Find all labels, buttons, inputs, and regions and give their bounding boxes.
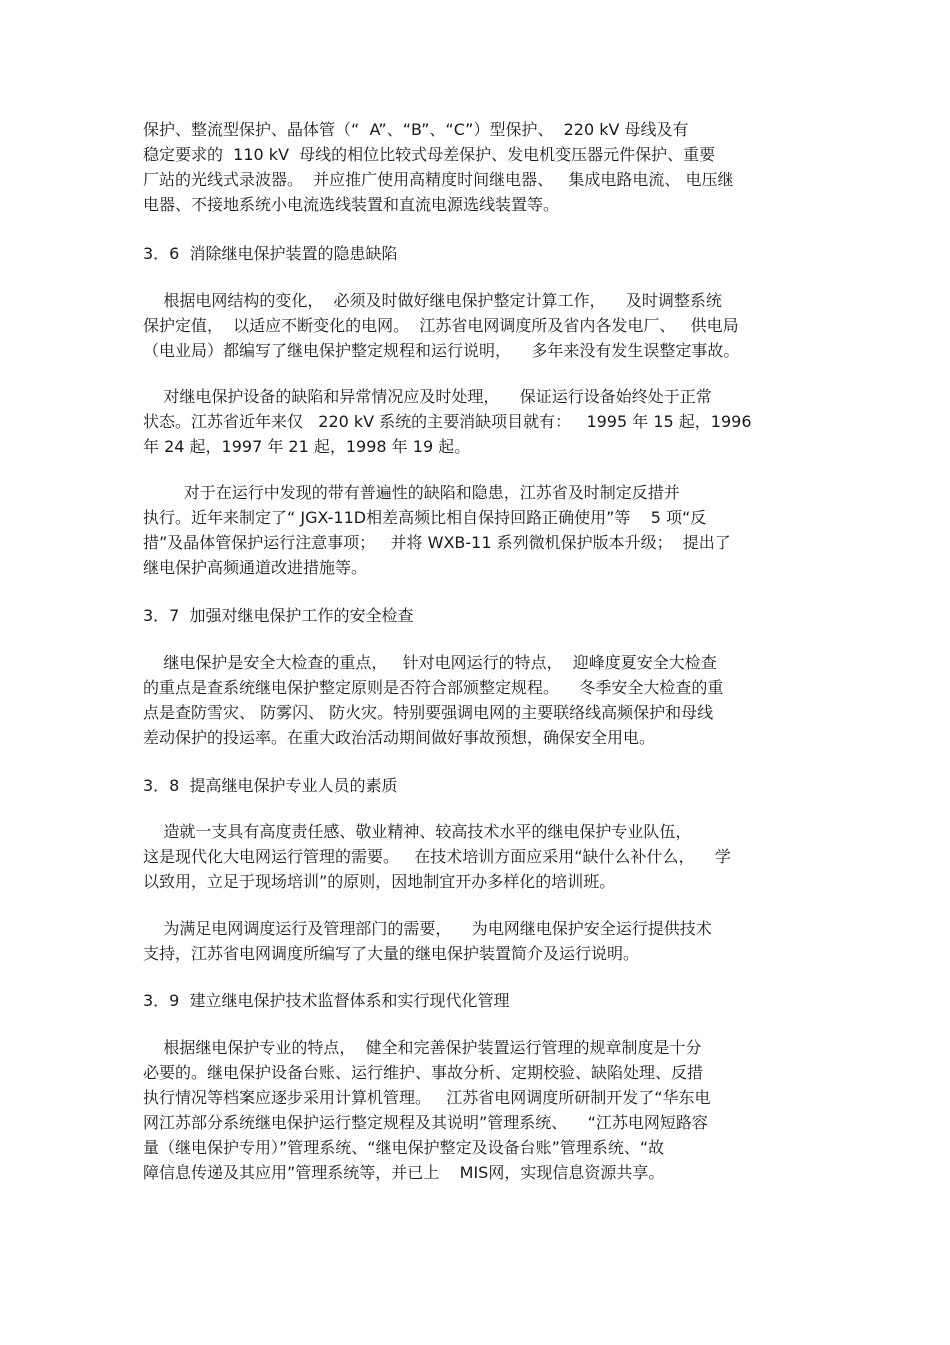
paragraph-line: 为满足电网调度运行及管理部门的需要， 为电网继电保护安全运行提供技术	[143, 919, 712, 938]
paragraph-line: 对于在运行中发现的带有普遍性的缺陷和隐患，江苏省及时制定反措并	[143, 483, 680, 502]
paragraph-line: 量（继电保护专用）”管理系统、“继电保护整定及设备台账”管理系统、“故	[143, 1138, 665, 1157]
paragraph-line: 的重点是查系统继电保护整定原则是否符合部颁整定规程。 冬季安全大检查的重	[143, 678, 724, 697]
paragraph-line: 状态。江苏省近年来仅 220 kV 系统的主要消缺项目就有： 1995 年 15 起，1996	[143, 412, 752, 431]
paragraph-line: 电器、不接地系统小电流选线装置和直流电源选线装置等。	[143, 195, 560, 214]
section-heading: 3．8 提高继电保护专业人员的素质	[143, 776, 398, 795]
paragraph-line: 执行。近年来制定了“ JGX-11D相差高频比相自保持回路正确使用”等 5 项“反	[143, 508, 707, 527]
paragraph-line: 厂站的光线式录波器。 并应推广使用高精度时间继电器、 集成电路电流、 电压继	[143, 170, 734, 189]
paragraph-line: 支持，江苏省电网调度所编写了大量的继电保护装置简介及运行说明。	[143, 944, 640, 963]
section-heading: 3．9 建立继电保护技术监督体系和实行现代化管理	[143, 991, 510, 1010]
paragraph-line: 这是现代化大电网运行管理的需要。 在技术培训方面应采用“缺什么补什么， 学	[143, 847, 731, 866]
paragraph-line: 以致用，立足于现场培训”的原则，因地制宜开办多样化的培训班。	[143, 872, 616, 891]
paragraph-line: 点是查防雪灾、 防雾闪、 防火灾。特别要强调电网的主要联络线高频保护和母线	[143, 703, 714, 722]
paragraph-line: 造就一支具有高度责任感、敬业精神、较高技术水平的继电保护专业队伍，	[143, 822, 692, 841]
paragraph-line: 保护、整流型保护、晶体管（“ A”、“B”、“C”）型保护、 220 kV 母线及有	[143, 120, 689, 139]
paragraph-line: 差动保护的投运率。在重大政治活动期间做好事故预想，确保安全用电。	[143, 728, 656, 747]
paragraph-line: 对继电保护设备的缺陷和异常情况应及时处理， 保证运行设备始终处于正常	[143, 387, 712, 406]
paragraph-line: 继电保护高频通道改进措施等。	[143, 558, 368, 577]
paragraph-line: 网江苏部分系统继电保护运行整定规程及其说明”管理系统、 “江苏电网短路容	[143, 1113, 708, 1132]
paragraph-line: 继电保护是安全大检查的重点， 针对电网运行的特点， 迎峰度夏安全大检查	[143, 653, 717, 672]
paragraph-line: 保护定值， 以适应不断变化的电网。 江苏省电网调度所及省内各发电厂、 供电局	[143, 316, 739, 335]
paragraph-line: 执行情况等档案应逐步采用计算机管理。 江苏省电网调度所研制开发了“华东电	[143, 1088, 711, 1107]
paragraph-line: 障信息传递及其应用”管理系统等，并已上 MIS网，实现信息资源共享。	[143, 1163, 665, 1182]
paragraph-line: 年 24 起，1997 年 21 起，1998 年 19 起。	[143, 437, 471, 456]
paragraph-line: 根据电网结构的变化， 必须及时做好继电保护整定计算工作， 及时调整系统	[143, 291, 722, 310]
section-heading: 3．7 加强对继电保护工作的安全检查	[143, 606, 414, 625]
paragraph-line: 必要的。继电保护设备台账、运行维护、事故分析、定期校验、缺陷处理、反措	[143, 1063, 704, 1082]
paragraph-line: 根据继电保护专业的特点， 健全和完善保护装置运行管理的规章制度是十分	[143, 1038, 702, 1057]
paragraph-line: 稳定要求的 110 kV 母线的相位比较式母差保护、发电机变压器元件保护、重要	[143, 145, 716, 164]
section-heading: 3．6 消除继电保护装置的隐患缺陷	[143, 244, 398, 263]
paragraph-line: 措”及晶体管保护运行注意事项； 并将 WXB-11 系列微机保护版本升级； 提出了	[143, 533, 731, 552]
paragraph-line: （电业局）都编写了继电保护整定规程和运行说明， 多年来没有发生误整定事故。	[143, 341, 740, 360]
